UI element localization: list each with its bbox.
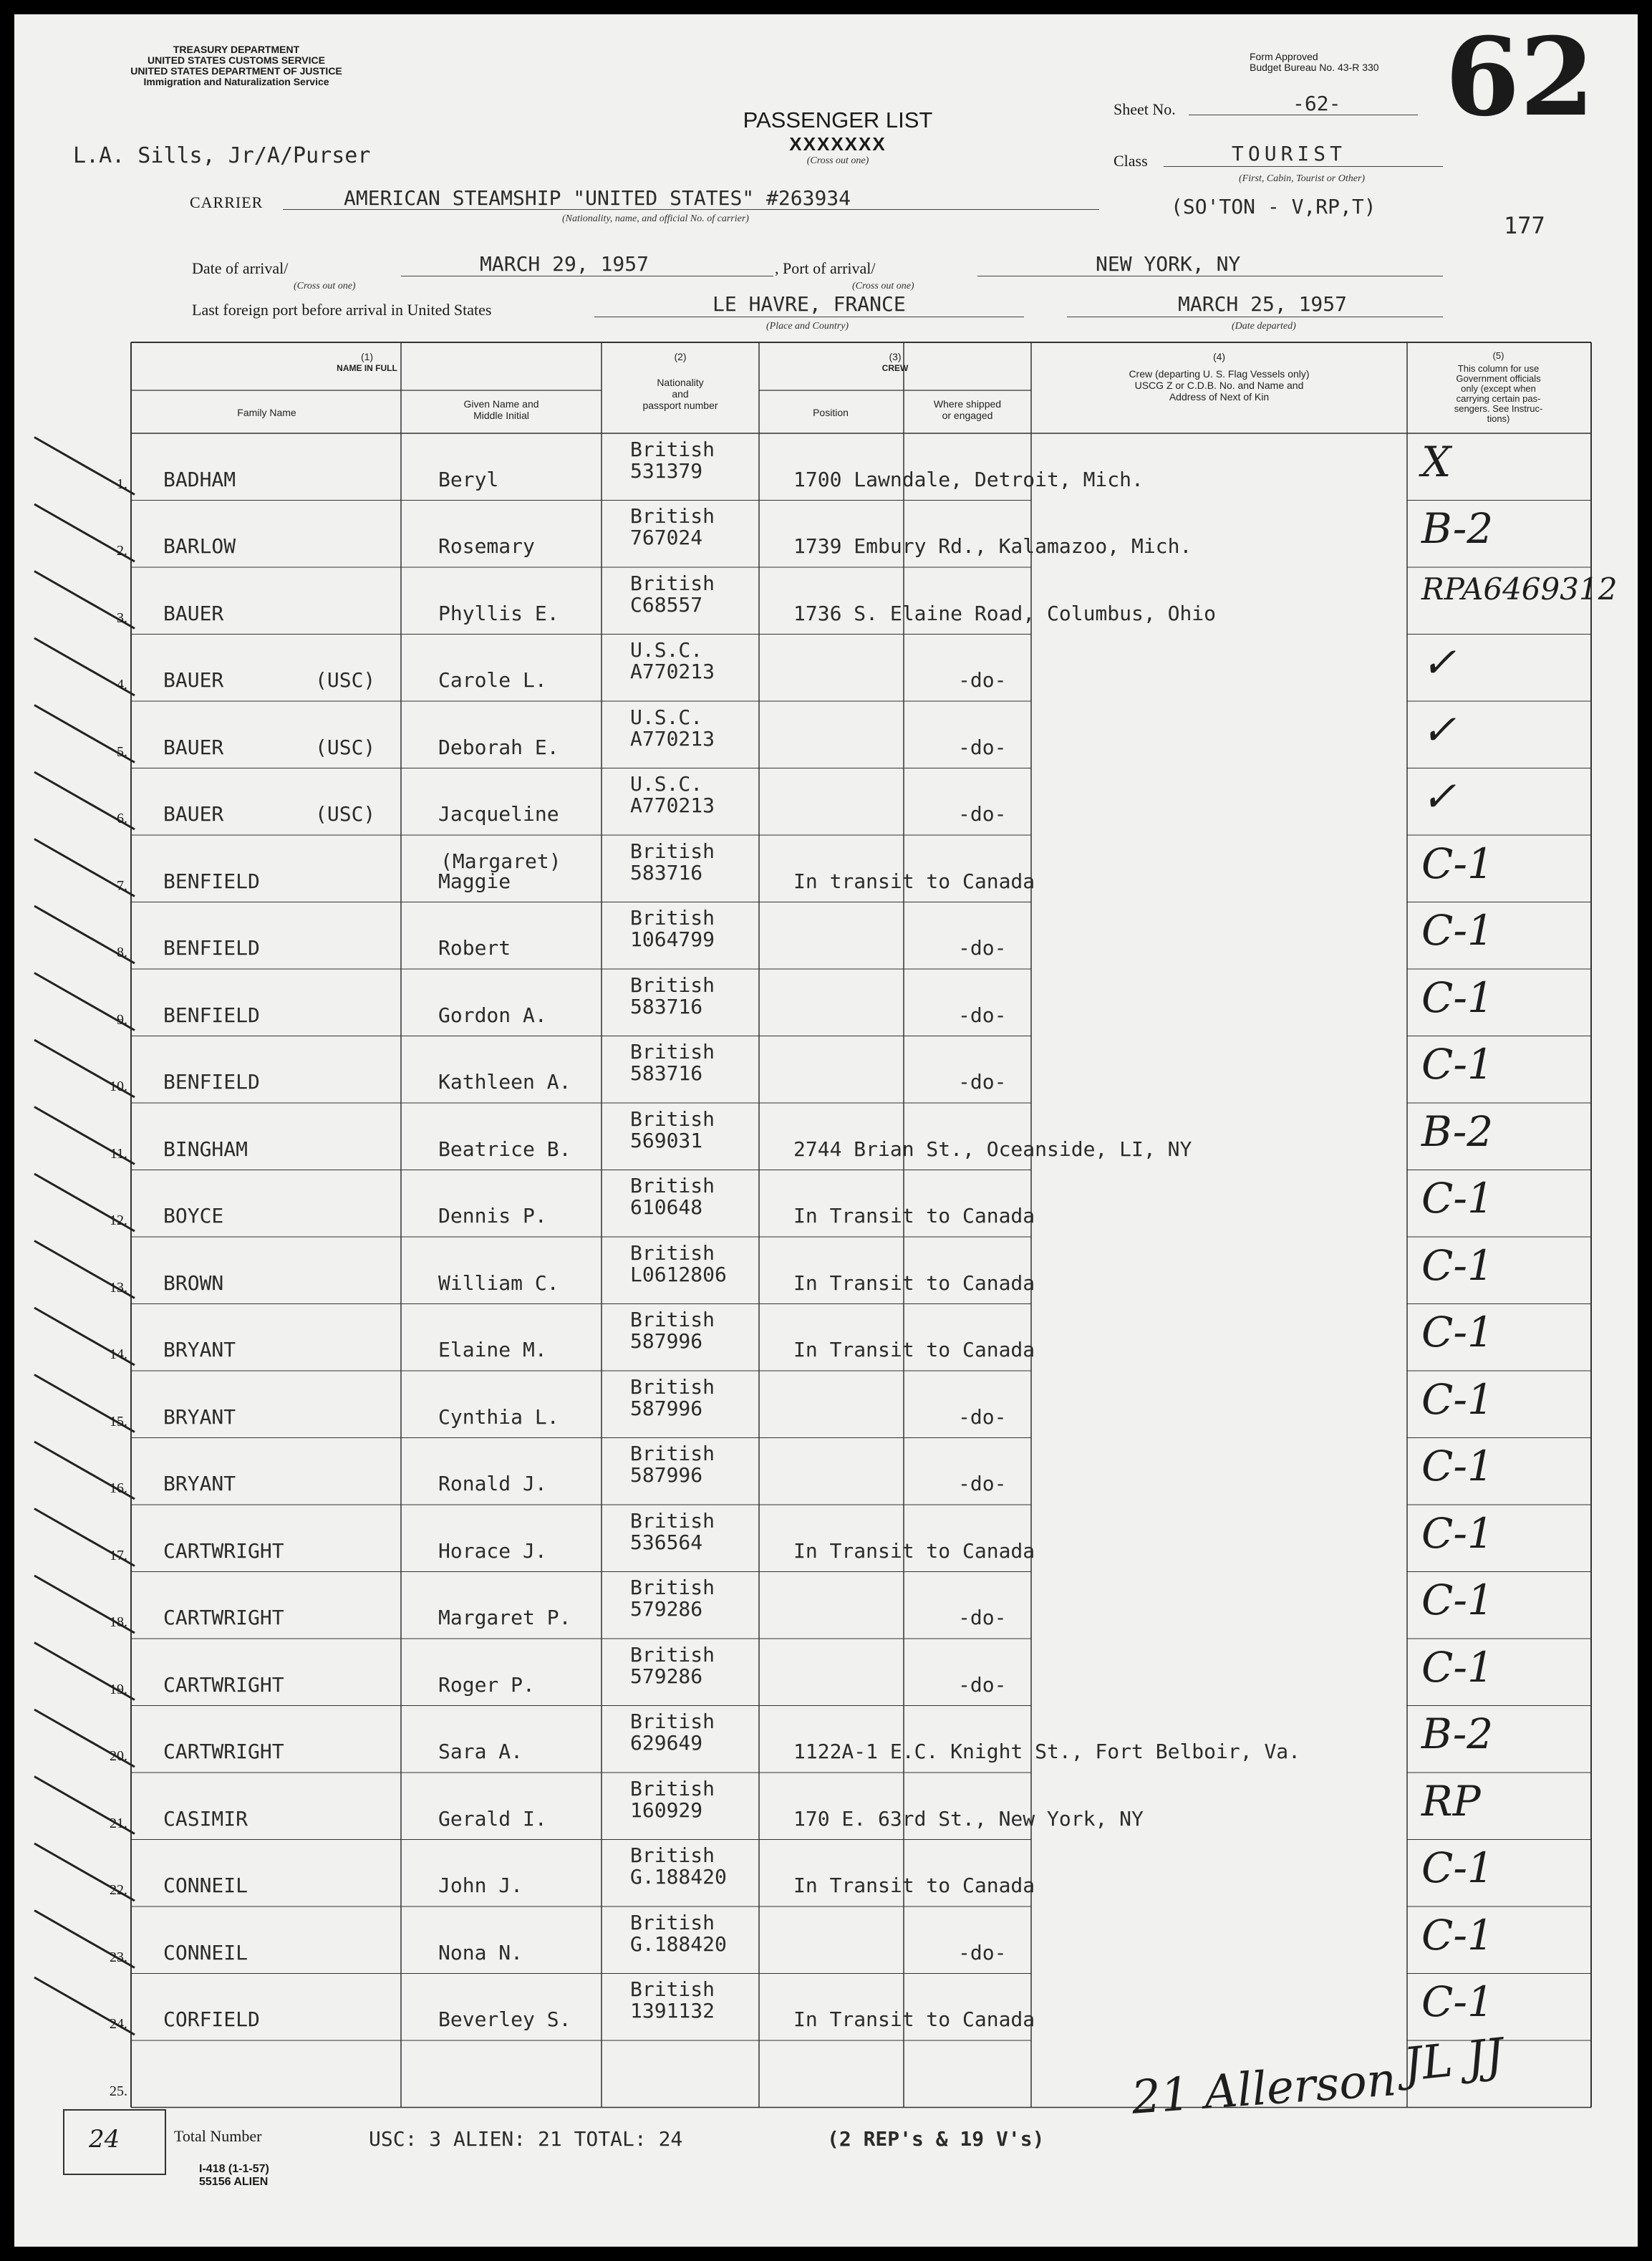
family-name: BINGHAM <box>163 1137 248 1161</box>
given-header-line: Given Name and <box>463 398 539 410</box>
last-port-note: (Place and Country) <box>766 321 849 332</box>
government-mark: C-1 <box>1421 1910 1494 1959</box>
government-mark: C-1 <box>1421 906 1494 955</box>
row-number: 24. <box>110 2016 127 2032</box>
passport-number: 587996 <box>630 1463 703 1487</box>
government-mark: X <box>1421 437 1451 486</box>
government-mark: C-1 <box>1421 839 1494 888</box>
passport-number: G.188420 <box>630 1932 727 1956</box>
given-name: Beatrice B. <box>438 1137 571 1161</box>
passport-number: A770213 <box>630 794 715 817</box>
sheet-label: Sheet No. <box>1114 100 1176 118</box>
given-name: Elaine M. <box>438 1338 547 1361</box>
arrival-cross-note: (Cross out one) <box>294 281 356 291</box>
given-name: Roger P. <box>438 1672 535 1697</box>
row-number: 17. <box>110 1547 127 1563</box>
nationality: British <box>630 571 715 595</box>
passport-number: A770213 <box>630 726 715 751</box>
passport-number: 587996 <box>630 1396 703 1420</box>
row-number: 2. <box>117 543 127 559</box>
nationality: U.S.C. <box>630 638 703 662</box>
given-name: Margaret P. <box>438 1606 571 1629</box>
table-row <box>0 969 1652 1036</box>
row-number: 18. <box>110 1614 127 1630</box>
given-name: Gordon A. <box>438 1003 547 1027</box>
route-code: (SO'TON - V,RP,T) <box>1171 195 1376 218</box>
initials-signature: JL JJ <box>1401 2028 1507 2093</box>
government-mark: ✓ <box>1421 638 1457 687</box>
table-row <box>0 1505 1652 1572</box>
arrival-date-value: MARCH 29, 1957 <box>480 252 649 276</box>
government-mark: B-2 <box>1421 1107 1494 1156</box>
inspector-signature: 21 Allerson <box>1129 2053 1399 2125</box>
col-number: (1) <box>360 351 374 362</box>
ditto-mark: -do- <box>958 668 1007 692</box>
passport-number: 579286 <box>630 1597 703 1621</box>
nationality: British <box>630 906 715 930</box>
government-mark: ✓ <box>1421 772 1457 821</box>
arrival-port-label: , Port of arrival/ <box>775 259 876 277</box>
table-row <box>0 635 1652 702</box>
address: In Transit to Canada <box>793 1204 1035 1228</box>
nationality: British <box>630 1843 715 1867</box>
agency-line: TREASURY DEPARTMENT <box>173 44 300 55</box>
family-name: BENFIELD <box>163 1070 260 1094</box>
nationality: British <box>630 973 715 997</box>
class-label: Class <box>1114 152 1148 170</box>
address: 1736 S. Elaine Road, Columbus, Ohio <box>793 601 1217 625</box>
given-name: Gerald I. <box>438 1806 547 1831</box>
row-number: 25. <box>110 2083 127 2099</box>
given-name: Kathleen A. <box>438 1070 571 1094</box>
nationality: British <box>630 1977 715 2001</box>
table-row <box>0 835 1652 902</box>
government-mark: C-1 <box>1421 1374 1494 1424</box>
given-name: John J. <box>438 1874 523 1897</box>
row-number: 19. <box>110 1681 127 1697</box>
ditto-mark: -do- <box>958 936 1007 960</box>
row-number: 23. <box>110 1949 127 1965</box>
nationality: British <box>630 1107 715 1131</box>
departed-date-value: MARCH 25, 1957 <box>1178 292 1348 316</box>
government-mark: C-1 <box>1421 1174 1494 1223</box>
table-row <box>0 1036 1652 1104</box>
passport-number: 536564 <box>630 1530 703 1554</box>
position-header: Position <box>813 407 849 418</box>
government-mark: C-1 <box>1421 1977 1494 2026</box>
col-number: (2) <box>674 351 687 362</box>
given-name: Phyllis E. <box>438 601 559 625</box>
given-name: Ronald J. <box>438 1472 547 1495</box>
family-name: BAUER <box>163 668 224 692</box>
passport-number: C68557 <box>630 592 703 617</box>
family-name: CARTWRIGHT <box>163 1740 284 1763</box>
row-number: 14. <box>110 1346 127 1362</box>
family-name: BENFIELD <box>163 869 260 893</box>
passport-number: 569031 <box>630 1128 703 1152</box>
arrival-date-label: Date of arrival/ <box>192 259 289 277</box>
row-number: 22. <box>110 1882 127 1898</box>
nationality: British <box>630 1508 715 1533</box>
crew4-header-line: Crew (departing U. S. Flag Vessels only) <box>1129 368 1310 380</box>
agency-line: UNITED STATES CUSTOMS SERVICE <box>148 54 325 66</box>
nationality: British <box>630 1374 715 1399</box>
family-name: BAUER <box>163 802 224 826</box>
row-number: 21. <box>110 1815 127 1831</box>
last-port-value: LE HAVRE, FRANCE <box>713 292 906 316</box>
given-name: Rosemary <box>438 534 535 558</box>
class-value: TOURIST <box>1232 142 1347 165</box>
table-row <box>0 1773 1652 1840</box>
table-row <box>0 1237 1652 1304</box>
table-row <box>0 1639 1652 1706</box>
crossed-out-word: XXXXXXX <box>789 133 887 155</box>
given-name: Carole L. <box>438 668 547 692</box>
gov-header-line: sengers. See Instruc- <box>1454 403 1543 414</box>
nat-header-line: Nationality <box>657 377 704 388</box>
usc-marker: (USC) <box>315 735 376 759</box>
passport-number: G.188420 <box>630 1865 727 1889</box>
family-name: BADHAM <box>163 467 236 491</box>
family-name: CONNEIL <box>163 1874 248 1897</box>
address: In Transit to Canada <box>793 2007 1035 2031</box>
family-name: BENFIELD <box>163 1003 260 1027</box>
family-name: BARLOW <box>163 534 236 558</box>
address: 1122A-1 E.C. Knight St., Fort Belboir, Va. <box>793 1740 1301 1763</box>
form-approved-line: Form Approved <box>1250 51 1318 62</box>
table-row <box>0 1304 1652 1371</box>
cross-out-note: (Cross out one) <box>806 155 869 166</box>
table-row <box>0 701 1652 768</box>
government-mark: C-1 <box>1421 1240 1494 1290</box>
nationality: British <box>630 1642 715 1667</box>
family-name: BOYCE <box>163 1204 224 1228</box>
gov-header-line: carrying certain pas- <box>1456 393 1541 404</box>
address: 2744 Brian St., Oceanside, LI, NY <box>793 1137 1192 1161</box>
nat-header-line: passport number <box>642 400 718 411</box>
given-name-alias: (Margaret) <box>440 849 561 873</box>
table-row <box>0 1840 1652 1907</box>
family-name: CARTWRIGHT <box>163 1538 284 1563</box>
form-number-line: 55156 ALIEN <box>199 2176 269 2188</box>
nationality: British <box>630 1308 715 1331</box>
government-mark: B-2 <box>1421 504 1494 553</box>
sheet-number: -62- <box>1293 92 1341 115</box>
address: 1739 Embury Rd., Kalamazoo, Mich. <box>793 534 1192 558</box>
passport-number: 579286 <box>630 1664 703 1688</box>
family-name: BAUER <box>163 735 224 759</box>
government-mark: ✓ <box>1421 705 1457 754</box>
row-number: 3. <box>117 609 127 626</box>
row-number: 16. <box>110 1480 127 1496</box>
given-name: Jacqueline <box>438 802 559 826</box>
row-number: 11. <box>110 1145 127 1162</box>
given-name: Dennis P. <box>438 1204 547 1228</box>
ditto-mark: -do- <box>958 802 1007 826</box>
table-row <box>0 1906 1652 1974</box>
given-name: Horace J. <box>438 1538 547 1563</box>
passport-number: L0612806 <box>630 1262 727 1286</box>
where-header-line: Where shipped <box>933 398 1002 410</box>
table-row <box>0 1170 1652 1238</box>
row-number: 1. <box>117 476 127 492</box>
passport-number: 767024 <box>630 526 703 549</box>
where-header-line: or engaged <box>942 410 993 421</box>
given-header-line: Middle Initial <box>473 410 529 421</box>
budget-line: Budget Bureau No. 43-R 330 <box>1250 62 1379 73</box>
nationality: British <box>630 1240 715 1265</box>
address: In transit to Canada <box>793 869 1035 893</box>
passport-number: 583716 <box>630 994 703 1018</box>
passport-number: 583716 <box>630 1061 703 1085</box>
last-port-label: Last foreign port before arrival in United States <box>192 301 492 319</box>
nationality: British <box>630 839 715 863</box>
ditto-mark: -do- <box>958 1070 1007 1094</box>
usc-marker: (USC) <box>315 802 376 826</box>
family-name: BENFIELD <box>163 936 260 960</box>
row-number: 7. <box>117 877 127 894</box>
government-mark: C-1 <box>1421 1508 1494 1558</box>
passport-number: 583716 <box>630 860 703 884</box>
row-number: 15. <box>110 1413 127 1430</box>
family-name: CORFIELD <box>163 2007 260 2031</box>
row-number: 6. <box>117 811 127 826</box>
family-name: CARTWRIGHT <box>163 1672 284 1697</box>
table-row <box>0 501 1652 568</box>
row-number: 20. <box>110 1748 127 1764</box>
passport-number: 1064799 <box>630 927 715 951</box>
passport-number: 629649 <box>630 1731 703 1755</box>
ditto-mark: -do- <box>958 1404 1007 1429</box>
nationality: British <box>630 1710 715 1733</box>
family-name-header: Family Name <box>237 407 296 418</box>
table-row <box>0 1572 1652 1639</box>
passport-number: 587996 <box>630 1329 703 1353</box>
row-number: 5. <box>117 743 127 760</box>
passport-number: 610648 <box>630 1195 703 1219</box>
given-name: Cynthia L. <box>438 1404 559 1429</box>
government-mark: C-1 <box>1421 1442 1494 1490</box>
given-name: Maggie <box>438 869 511 893</box>
table-row <box>0 1371 1652 1438</box>
totals-line: USC: 3 ALIEN: 21 TOTAL: 24 <box>369 2127 683 2151</box>
passport-number: 531379 <box>630 458 703 483</box>
nationality: British <box>630 1442 715 1465</box>
gov-header-line: only (except when <box>1461 383 1536 394</box>
crew4-header-line: USCG Z or C.D.B. No. and Name and <box>1134 380 1304 391</box>
total-count-handwritten: 24 <box>89 2125 120 2154</box>
col-number: (3) <box>889 351 902 362</box>
gov-header-line: Government officials <box>1456 373 1541 384</box>
nationality: British <box>630 1040 715 1064</box>
departed-note: (Date departed) <box>1232 321 1296 332</box>
address: In Transit to Canada <box>793 1874 1035 1897</box>
total-number-label: Total Number <box>174 2127 262 2145</box>
address: In Transit to Canada <box>793 1338 1035 1361</box>
carrier-value: AMERICAN STEAMSHIP "UNITED STATES" #263934 <box>344 186 851 210</box>
purser-line: L.A. Sills, Jr/A/Purser <box>73 143 371 168</box>
form-number-line: I-418 (1-1-57) <box>199 2163 269 2175</box>
family-name: BRYANT <box>163 1472 236 1495</box>
gov-header-line: tions) <box>1487 413 1510 424</box>
table-row <box>0 1438 1652 1505</box>
port-cross-note: (Cross out one) <box>852 281 914 291</box>
row-number: 8. <box>117 945 127 960</box>
ditto-mark: -do- <box>958 735 1007 759</box>
given-name: William C. <box>438 1271 559 1295</box>
government-mark: C-1 <box>1421 1308 1494 1356</box>
table-row <box>0 1706 1652 1773</box>
given-name: Robert <box>438 936 511 960</box>
address: In Transit to Canada <box>793 1538 1035 1563</box>
table-row <box>0 567 1652 635</box>
nationality: British <box>630 1576 715 1599</box>
passport-number: 1391132 <box>630 1999 715 2023</box>
government-mark: RP <box>1421 1776 1481 1826</box>
government-mark: C-1 <box>1421 1576 1494 1624</box>
government-mark: C-1 <box>1421 1040 1494 1089</box>
row-number: 10. <box>110 1079 127 1094</box>
sheet-stamp-number: 62 <box>1445 14 1595 140</box>
table-row <box>0 433 1652 501</box>
ditto-mark: -do- <box>958 1003 1007 1027</box>
row-number: 4. <box>117 677 127 693</box>
table-row <box>0 768 1652 836</box>
class-note: (First, Cabin, Tourist or Other) <box>1239 173 1366 184</box>
ditto-mark: -do- <box>958 1606 1007 1629</box>
nationality: British <box>630 1174 715 1197</box>
row-number: 12. <box>110 1213 127 1228</box>
gov-header-line: This column for use <box>1457 363 1540 374</box>
carrier-label: CARRIER <box>190 193 264 211</box>
family-name: CASIMIR <box>163 1806 248 1831</box>
nationality: U.S.C. <box>630 705 703 729</box>
table-row <box>0 1103 1652 1170</box>
col-number: (5) <box>1492 350 1504 361</box>
row-number: 9. <box>117 1011 127 1028</box>
family-name: BAUER <box>163 601 224 625</box>
nationality: British <box>630 1910 715 1934</box>
ditto-mark: -do- <box>958 1672 1007 1697</box>
rep-count: (2 REP's & 19 V's) <box>827 2127 1045 2151</box>
family-name: BROWN <box>163 1271 224 1295</box>
address: 170 E. 63rd St., New York, NY <box>793 1806 1144 1831</box>
usc-marker: (USC) <box>315 668 376 692</box>
government-mark: C-1 <box>1421 1642 1494 1692</box>
page-count: 177 <box>1504 212 1545 239</box>
total-count-box <box>63 2109 166 2175</box>
government-mark: B-2 <box>1421 1710 1494 1758</box>
nat-header-line: and <box>672 388 689 400</box>
agency-line: UNITED STATES DEPARTMENT OF JUSTICE <box>130 65 342 77</box>
given-name: Nona N. <box>438 1940 523 1964</box>
given-name: Beryl <box>438 467 499 491</box>
col-title: NAME IN FULL <box>337 363 397 373</box>
passport-number: 160929 <box>630 1798 703 1822</box>
family-name: CONNEIL <box>163 1940 248 1964</box>
nationality: British <box>630 1776 715 1800</box>
form-title: PASSENGER LIST <box>743 107 933 132</box>
given-name: Deborah E. <box>438 735 559 759</box>
given-name: Sara A. <box>438 1740 523 1763</box>
form-number <box>199 2163 269 2189</box>
table-row <box>0 1974 1652 2041</box>
col-number: (4) <box>1212 351 1226 362</box>
carrier-note: (Nationality, name, and official No. of carrier) <box>562 213 749 224</box>
table-row <box>0 902 1652 970</box>
agency-line: Immigration and Naturalization Service <box>143 76 329 87</box>
ditto-mark: -do- <box>958 1940 1007 1964</box>
passport-number: A770213 <box>630 660 715 683</box>
address: In Transit to Canada <box>793 1271 1035 1295</box>
family-name: CARTWRIGHT <box>163 1606 284 1629</box>
address: 1700 Lawndale, Detroit, Mich. <box>793 467 1144 491</box>
crew4-header-line: Address of Next of Kin <box>1169 391 1270 402</box>
government-mark: RPA6469312 <box>1421 571 1618 607</box>
row-number: 13. <box>110 1279 127 1296</box>
ditto-mark: -do- <box>958 1472 1007 1495</box>
col-title: CREW <box>881 363 909 373</box>
government-mark: C-1 <box>1421 1843 1494 1892</box>
government-mark: C-1 <box>1421 973 1494 1022</box>
nationality: U.S.C. <box>630 772 703 796</box>
nationality: British <box>630 437 715 461</box>
given-name: Beverley S. <box>438 2007 571 2031</box>
arrival-port-value: NEW YORK, NY <box>1096 252 1241 276</box>
family-name: BRYANT <box>163 1404 236 1429</box>
nationality: British <box>630 504 715 528</box>
family-name: BRYANT <box>163 1338 236 1361</box>
